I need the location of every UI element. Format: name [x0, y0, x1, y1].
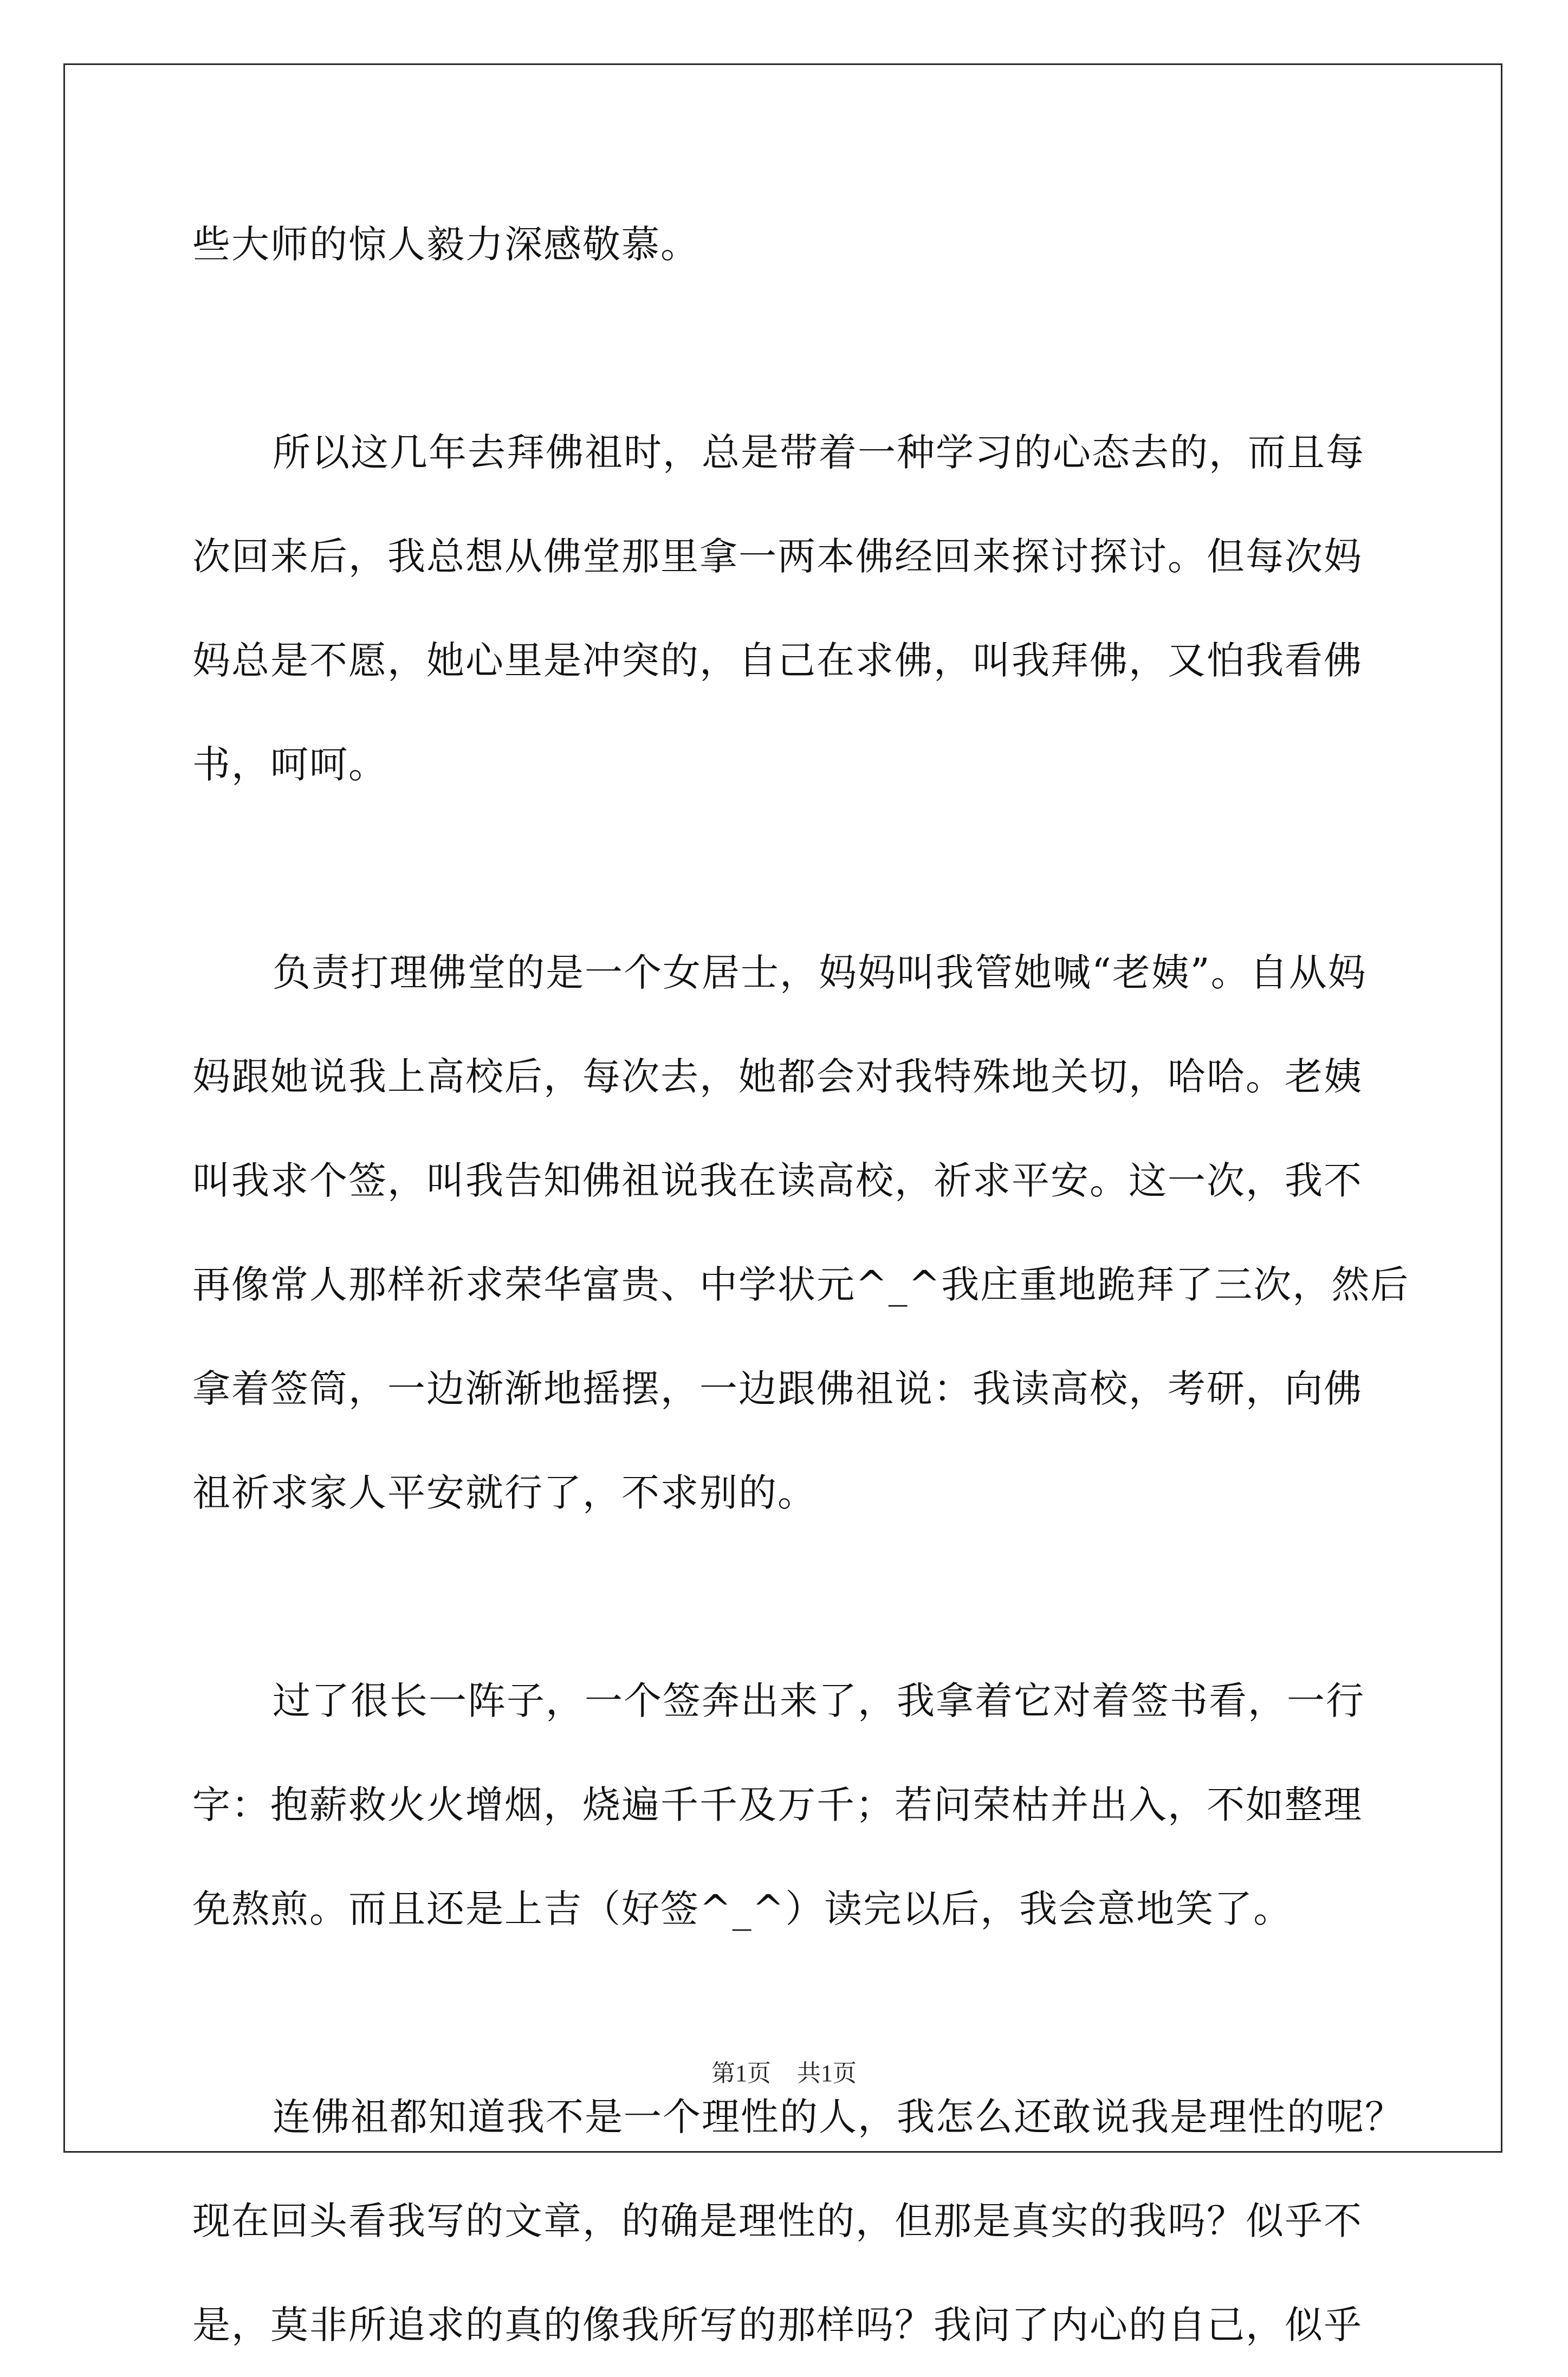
page-number: 第1页 — [711, 2060, 771, 2087]
text-line: 次回来后，我总想从佛堂那里拿一两本佛经回来探讨探讨。但每次妈 — [192, 534, 1363, 579]
text-line: 祖祈求家人平安就行了，不求别的。 — [192, 1471, 817, 1515]
text-line: 叫我求个签，叫我告知佛祖说我在读高校，祈求平安。这一次，我不 — [192, 1158, 1363, 1203]
text-line: 拿着签筒，一边渐渐地摇摆，一边跟佛祖说：我读高校，考研，向佛 — [192, 1366, 1363, 1411]
text-line: 些大师的惊人毅力深感敬慕。 — [192, 222, 699, 267]
document-body — [192, 192, 1410, 2377]
page-footer — [0, 2054, 1568, 2088]
text-line: 负责打理佛堂的是一个女居士，妈妈叫我管她喊“老姨”。自从妈 — [273, 950, 1367, 995]
text-line: 书，呵呵。 — [192, 742, 387, 787]
total-pages: 共1页 — [797, 2060, 857, 2087]
text-line: 妈总是不愿，她心里是冲突的，自己在求佛，叫我拜佛，又怕我看佛 — [192, 638, 1363, 683]
text-line: 再像常人那样祈求荣华富贵、中学状元^_^我庄重地跪拜了三次，然后 — [192, 1262, 1410, 1307]
paragraph-gap — [192, 1961, 1384, 2065]
text-line: 是，莫非所追求的真的像我所写的那样吗？我问了内心的自己，似乎 — [192, 2303, 1363, 2347]
text-line: 妈跟她说我上高校后，每次去，她都会对我特殊地关切，哈哈。老姨 — [192, 1054, 1363, 1099]
text-line: 免熬煎。而且还是上吉（好签^_^）读完以后，我会意地笑了。 — [192, 1887, 1293, 1931]
text-line: 所以这几年去拜佛祖时，总是带着一种学习的心态去的，而且每 — [273, 430, 1365, 475]
paragraph-gap — [192, 817, 1384, 921]
text-line: 过了很长一阵子，一个签奔出来了，我拿着它对着签书看，一行 — [273, 1679, 1365, 1723]
text-line: 连佛祖都知道我不是一个理性的人，我怎么还敢说我是理性的呢？ — [273, 2095, 1404, 2139]
text-line: 字：抱薪救火火增烟，烧遍千千及万千；若问荣枯并出入，不如整理 — [192, 1783, 1363, 1827]
paragraph-gap — [192, 1545, 1384, 1649]
text-line: 现在回头看我写的文章，的确是理性的，但那是真实的我吗？似乎不 — [192, 2199, 1363, 2243]
paragraph-gap — [192, 296, 1384, 400]
